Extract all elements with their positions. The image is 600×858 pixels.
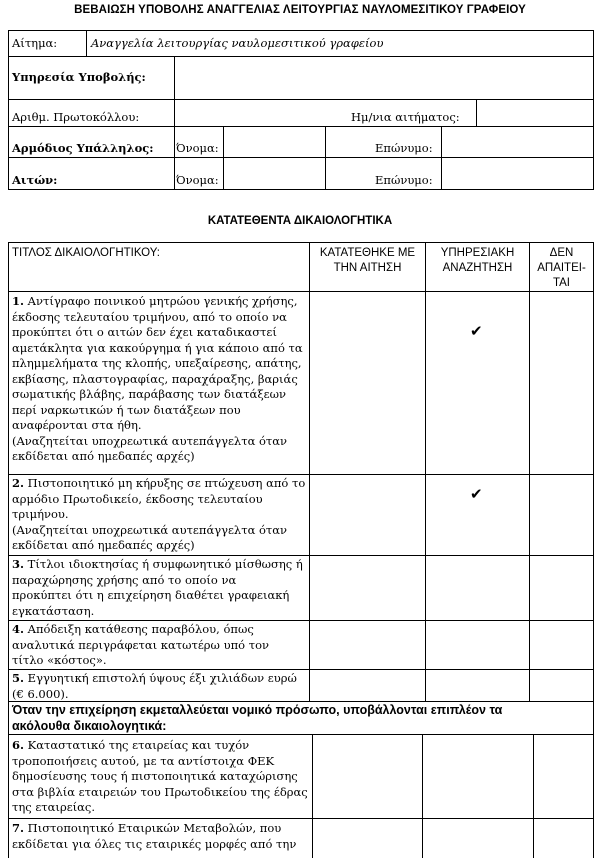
header-document-title: ΤΙΤΛΟΣ ΔΙΚΑΙΟΛΟΓΗΤΙΚΟΥ: <box>12 247 160 259</box>
row-number: 4. <box>12 622 25 636</box>
header-not-required: ΔΕΝ ΑΠΑΙΤΕΙ- ΤΑΙ <box>537 247 586 289</box>
row-number: 7. <box>12 821 25 835</box>
table-row <box>12 557 308 619</box>
officer-last-name-label: Επώνυμο: <box>375 141 433 155</box>
checkmark-icon[interactable]: ✔ <box>470 322 483 340</box>
applicant-first-name-field[interactable] <box>225 159 323 188</box>
protocol-label: Αριθμ. Πρωτοκόλλου: <box>12 110 140 124</box>
row-text: Καταστατικό της εταιρείας και τυχόν τροποποιήσεις αυτού, με τα αντίστοιχα ΦΕΚ δημοσίευσης τους ή πιστοποιητικά καταχώρισης στα βιβλία εταιρειών του Πρωτοδικείου της έδρας της εταιρείας. <box>12 738 308 814</box>
row-text: Αντίγραφο ποινικού μητρώου γενικής χρήσης, έκδοσης τελευταίου τριμήνου, από το οποίο να προκύπτει ότι ο αιτών δεν έχει καταδικαστεί αμετάκλητα για κακούργημα ή για κάποιο από τα πλημμελήματα της κλοπής, υπεξαίρεσης, απάτης, εκβίασης, πλαστογραφίας, παραχάραξης, βαριάς σωματικής βλάβης, παράβασης των διατάξεων περί ναρκωτικών ή των διατάξεων που αναφέρονται στα ήθη. (Αναζητείται υποχρεωτικά αυτεπάγγελτα όταν εκδίδεται από ημεδαπές αρχές) <box>12 294 303 463</box>
header-service-search: ΥΠΗΡΕΣΙΑΚΗ ΑΝΑΖΗΤΗΣΗ <box>440 247 515 274</box>
officer-label: Αρμόδιος Υπάλληλος: <box>12 141 154 155</box>
row-text: Τίτλοι ιδιοκτησίας ή συμφωνητικό μίσθωσης ή παραχώρησης χρήσης από το οποίο να προκύπτει ότι η επιχείρηση διαθέτει γραφειακή εγκατάσταση. <box>12 557 303 618</box>
row-number: 3. <box>12 557 25 571</box>
table-row <box>12 738 310 816</box>
applicant-label: Αιτών: <box>12 173 58 187</box>
header-submitted: ΚΑΤΑΤΕΘΗΚΕ ΜΕ ΤΗΝ ΑΙΤΗΣΗ <box>319 247 416 274</box>
table-row <box>12 821 310 852</box>
applicant-last-name-label: Επώνυμο: <box>375 173 433 187</box>
officer-first-name-label: Όνομα: <box>176 141 219 155</box>
service-field[interactable] <box>176 58 592 98</box>
date-label: Ημ/νια αιτήματος: <box>351 110 460 124</box>
row-number: 6. <box>12 738 25 752</box>
officer-last-name-field[interactable] <box>443 128 592 156</box>
officer-first-name-field[interactable] <box>225 128 323 156</box>
page-title: ΒΕΒΑΙΩΣΗ ΥΠΟΒΟΛΗΣ ΑΝΑΓΓΕΛΙΑΣ ΛΕΙΤΟΥΡΓΙΑΣ ΝΑΥΛΟΜΕΣΙΤΙΚΟΥ ΓΡΑΦΕΙΟΥ <box>74 4 526 16</box>
request-label: Αίτημα: <box>12 36 58 50</box>
checkmark-icon[interactable]: ✔ <box>470 485 483 503</box>
date-field[interactable] <box>478 101 592 125</box>
table-row <box>12 622 308 669</box>
legal-entity-notice: Όταν την επιχείρηση εκμεταλλεύεται νομικό πρόσωπο, υποβάλλονται επιπλέον τα ακόλουθα δικαιολογητικά: <box>12 703 503 733</box>
request-value: Αναγγελία λειτουργίας ναυλομεσιτικού γραφείου <box>91 36 384 50</box>
table-row <box>12 294 308 465</box>
row-text: Πιστοποιητικό μη κήρυξης σε πτώχευση από το αρμόδιο Πρωτοδικείο, έκδοσης τελευταίου τριμήνου. (Αναζητείται υποχρεωτικά αυτεπάγγελτα όταν εκδίδεται από ημεδαπές αρχές) <box>12 476 306 552</box>
service-label: Υπηρεσία Υποβολής: <box>12 70 146 84</box>
row-number: 1. <box>12 294 25 308</box>
row-text: Εγγυητική επιστολή ύψους έξι χιλιάδων ευρώ (€ 6.000). <box>12 671 297 701</box>
table-row <box>12 476 308 554</box>
row-number: 5. <box>12 671 25 685</box>
applicant-last-name-field[interactable] <box>443 159 592 188</box>
protocol-field[interactable] <box>176 101 336 125</box>
row-text: Πιστοποιητικό Εταιρικών Μεταβολών, που εκδίδεται για όλες τις εταιρικές μορφές από την <box>12 821 297 851</box>
row-text: Απόδειξη κατάθεσης παραβόλου, όπως αναλυτικά περιγράφεται κατωτέρω υπό τον τίτλο «κόστος». <box>12 622 269 667</box>
row-number: 2. <box>12 476 25 490</box>
section-title: ΚΑΤΑΤΕΘΕΝΤΑ ΔΙΚΑΙΟΛΟΓΗΤΙΚΑ <box>207 215 393 227</box>
applicant-first-name-label: Όνομα: <box>176 173 219 187</box>
table-row <box>12 671 308 702</box>
